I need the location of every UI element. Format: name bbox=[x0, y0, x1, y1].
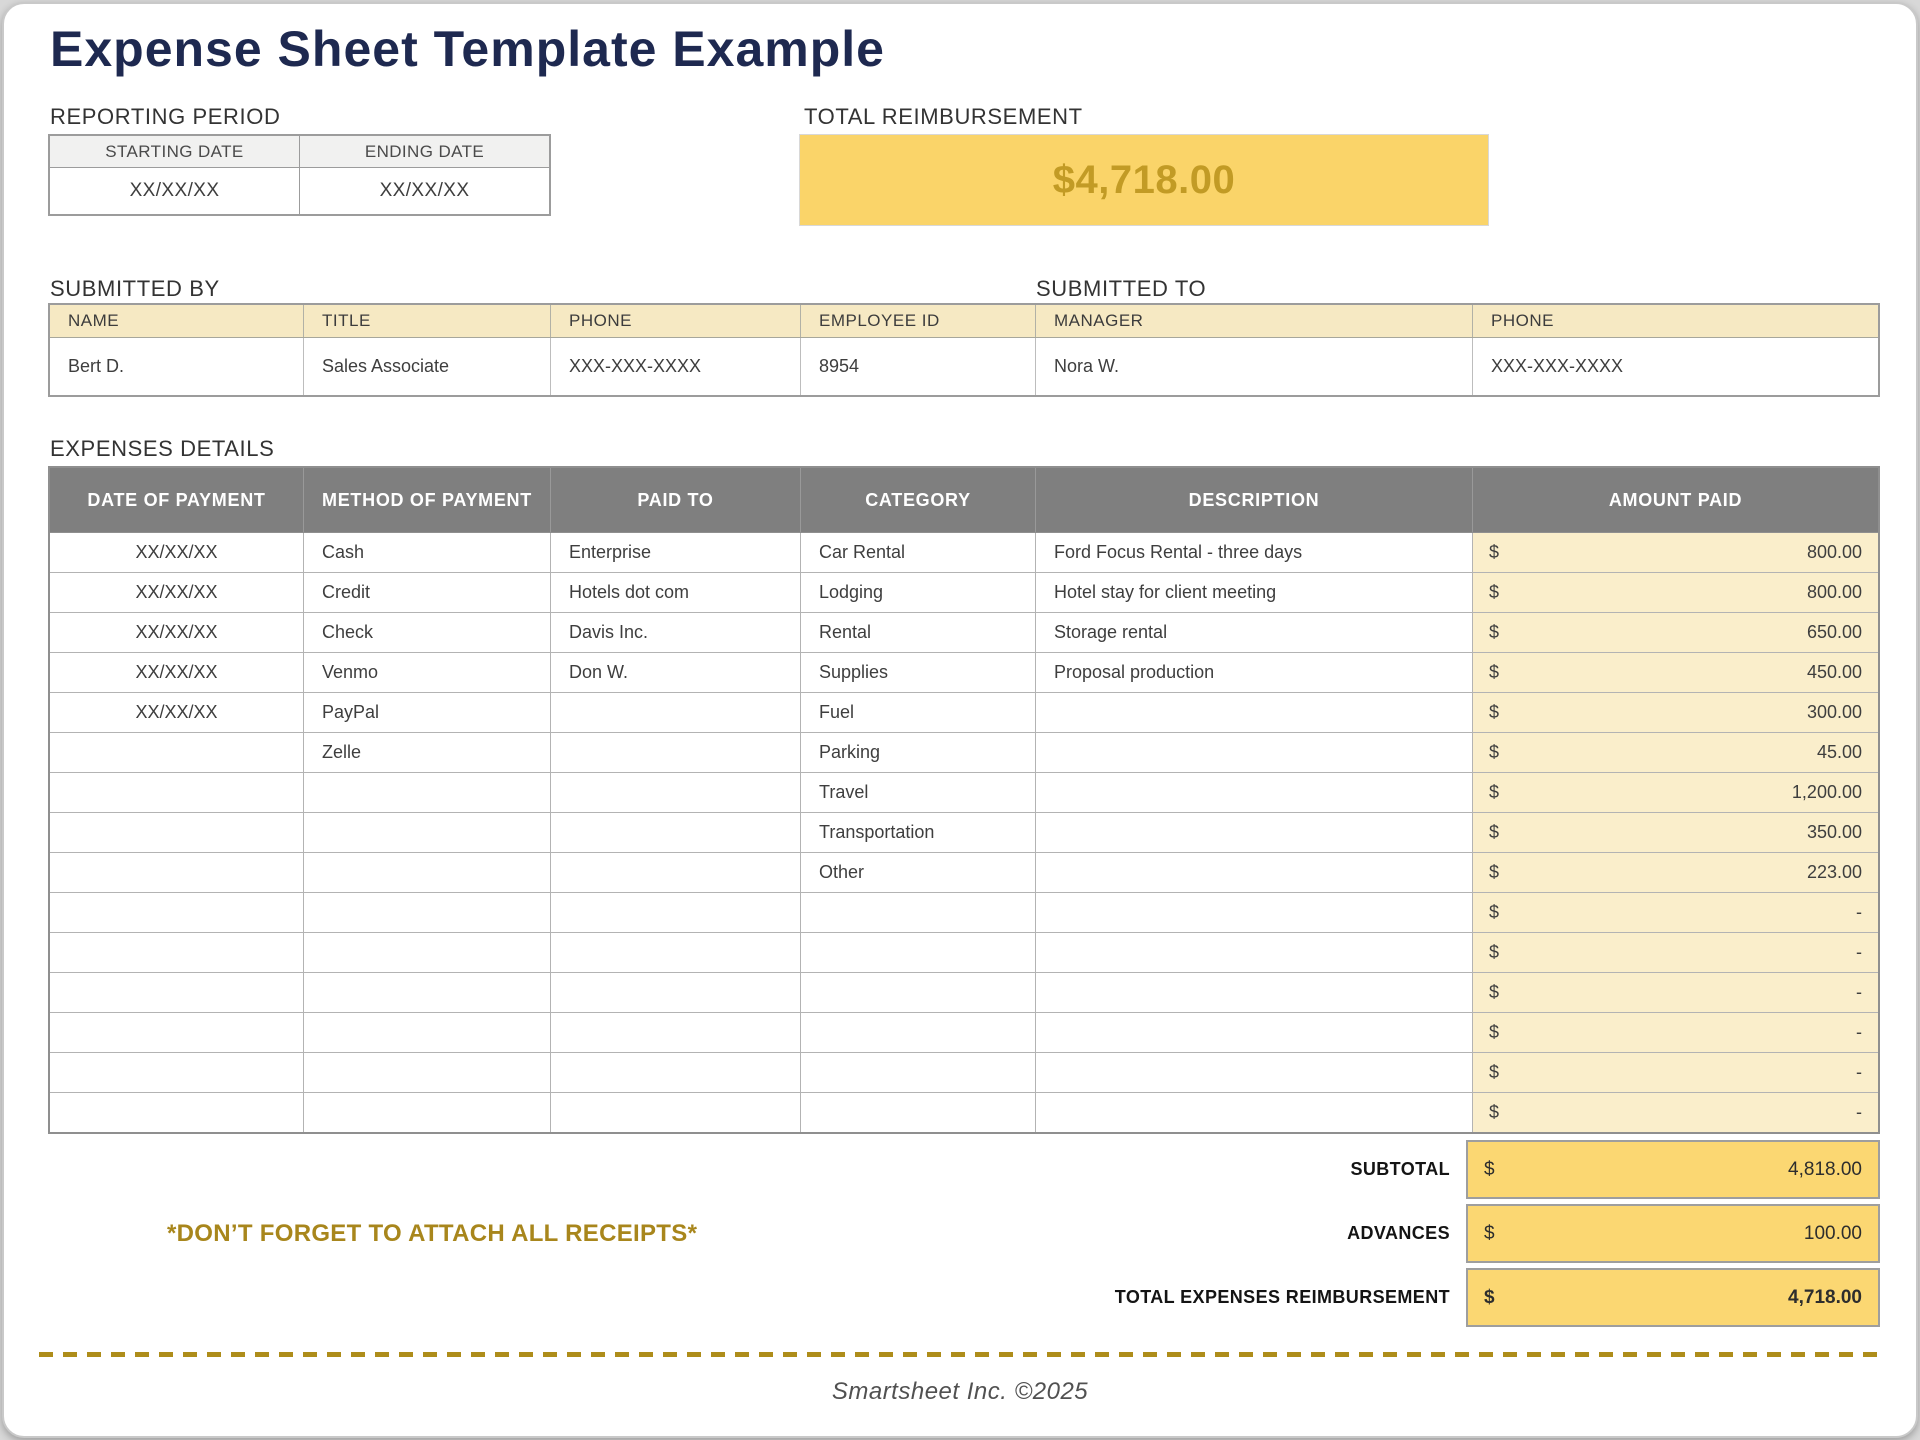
table-row bbox=[50, 853, 1878, 893]
description-cell bbox=[1036, 693, 1473, 732]
amount-cell bbox=[1473, 813, 1878, 852]
method-cell: PayPal bbox=[304, 693, 551, 732]
amount-cell bbox=[1473, 853, 1878, 892]
submitted-by-label: SUBMITTED BY bbox=[50, 276, 220, 301]
amount-cell bbox=[1473, 1093, 1878, 1132]
currency-symbol: $ bbox=[1489, 982, 1500, 1002]
total-reimbursement-amount: $4,718.00 bbox=[1052, 157, 1236, 202]
method-cell bbox=[304, 1013, 551, 1052]
dashed-divider bbox=[39, 1352, 1879, 1357]
paid-to-cell: Enterprise bbox=[551, 533, 801, 572]
expenses-table bbox=[48, 466, 1880, 1134]
summary-row bbox=[48, 1140, 1880, 1199]
amount-value: 45.00 bbox=[1816, 742, 1862, 762]
currency-symbol: $ bbox=[1489, 622, 1500, 642]
date-cell bbox=[50, 973, 304, 1012]
date-cell bbox=[50, 893, 304, 932]
currency-symbol: $ bbox=[1489, 942, 1500, 962]
currency-symbol: $ bbox=[1489, 782, 1500, 802]
manager-value: Nora W. bbox=[1036, 338, 1473, 395]
date-cell bbox=[50, 773, 304, 812]
amount-cell bbox=[1473, 653, 1878, 692]
currency-symbol: $ bbox=[1489, 1022, 1500, 1042]
submitted-header-row bbox=[50, 305, 1878, 338]
description-cell bbox=[1036, 733, 1473, 772]
summary-amount-value: 4,718.00 bbox=[1788, 1286, 1862, 1308]
amount-cell bbox=[1473, 613, 1878, 652]
summary-label: TOTAL EXPENSES REIMBURSEMENT bbox=[1114, 1287, 1450, 1307]
manager-header: MANAGER bbox=[1036, 305, 1473, 337]
amount-value: 223.00 bbox=[1806, 862, 1862, 882]
paid-to-cell bbox=[551, 1093, 801, 1132]
date-cell: XX/XX/XX bbox=[50, 533, 304, 572]
amount-value: 800.00 bbox=[1806, 582, 1862, 602]
receipts-note: *DON’T FORGET TO ATTACH ALL RECEIPTS* bbox=[167, 1220, 698, 1247]
amount-cell bbox=[1473, 933, 1878, 972]
category-cell bbox=[801, 893, 1036, 932]
amount-cell bbox=[1473, 893, 1878, 932]
table-row bbox=[50, 1013, 1878, 1053]
title-value: Sales Associate bbox=[304, 338, 551, 395]
table-row bbox=[50, 613, 1878, 653]
date-cell bbox=[50, 813, 304, 852]
expense-sheet-card bbox=[2, 2, 1918, 1438]
currency-symbol: $ bbox=[1489, 1062, 1500, 1082]
amount-value: 800.00 bbox=[1806, 542, 1862, 562]
method-cell bbox=[304, 1053, 551, 1092]
table-row bbox=[50, 733, 1878, 773]
paid-to-cell bbox=[551, 693, 801, 732]
paid-to-cell bbox=[551, 853, 801, 892]
category-cell bbox=[801, 1013, 1036, 1052]
footer-copyright: Smartsheet Inc. ©2025 bbox=[831, 1378, 1089, 1405]
amount-value: 350.00 bbox=[1806, 822, 1862, 842]
name-value: Bert D. bbox=[50, 338, 304, 395]
method-cell bbox=[304, 893, 551, 932]
submitted-to-label: SUBMITTED TO bbox=[1036, 276, 1207, 301]
reporting-period-label: REPORTING PERIOD bbox=[50, 104, 281, 129]
amount-value: 650.00 bbox=[1806, 622, 1862, 642]
reporting-period-header-row bbox=[50, 136, 549, 168]
description-cell bbox=[1036, 933, 1473, 972]
date-cell: XX/XX/XX bbox=[50, 653, 304, 692]
description-cell: Hotel stay for client meeting bbox=[1036, 573, 1473, 612]
method-cell: Zelle bbox=[304, 733, 551, 772]
date-cell: XX/XX/XX bbox=[50, 693, 304, 732]
description-cell bbox=[1036, 1093, 1473, 1132]
summary-label: ADVANCES bbox=[1347, 1223, 1450, 1243]
currency-symbol: $ bbox=[1489, 1102, 1500, 1122]
total-reimbursement-label: TOTAL REIMBURSEMENT bbox=[804, 104, 1083, 129]
paid-to-cell bbox=[551, 1013, 801, 1052]
title-header: TITLE bbox=[304, 305, 551, 337]
method-of-payment-header: METHOD OF PAYMENT bbox=[304, 468, 551, 532]
category-cell: Lodging bbox=[801, 573, 1036, 612]
date-cell bbox=[50, 853, 304, 892]
description-cell: Ford Focus Rental - three days bbox=[1036, 533, 1473, 572]
amount-value: - bbox=[1856, 982, 1862, 1002]
table-row bbox=[50, 933, 1878, 973]
category-cell bbox=[801, 933, 1036, 972]
category-cell: Rental bbox=[801, 613, 1036, 652]
expenses-table-body bbox=[50, 533, 1878, 1132]
method-cell bbox=[304, 973, 551, 1012]
method-cell bbox=[304, 1093, 551, 1132]
table-row bbox=[50, 813, 1878, 853]
amount-cell bbox=[1473, 973, 1878, 1012]
starting-date-value: XX/XX/XX bbox=[50, 168, 300, 214]
description-cell bbox=[1036, 1013, 1473, 1052]
amount-value: - bbox=[1856, 1102, 1862, 1122]
method-cell bbox=[304, 853, 551, 892]
paid-to-cell bbox=[551, 933, 801, 972]
reporting-period-value-row bbox=[50, 168, 549, 214]
amount-value: 300.00 bbox=[1806, 702, 1862, 722]
currency-symbol: $ bbox=[1489, 742, 1500, 762]
table-row bbox=[50, 693, 1878, 733]
table-row bbox=[50, 773, 1878, 813]
description-cell bbox=[1036, 973, 1473, 1012]
description-cell bbox=[1036, 853, 1473, 892]
summary-amount-box bbox=[1466, 1140, 1880, 1199]
table-row bbox=[50, 533, 1878, 573]
method-cell bbox=[304, 933, 551, 972]
currency-symbol: $ bbox=[1484, 1158, 1495, 1180]
total-reimbursement-box bbox=[799, 134, 1489, 226]
amount-cell bbox=[1473, 533, 1878, 572]
description-cell bbox=[1036, 893, 1473, 932]
summary-amount-value: 4,818.00 bbox=[1788, 1158, 1862, 1180]
method-cell: Check bbox=[304, 613, 551, 652]
date-cell: XX/XX/XX bbox=[50, 573, 304, 612]
currency-symbol: $ bbox=[1489, 902, 1500, 922]
currency-symbol: $ bbox=[1489, 822, 1500, 842]
paid-to-cell bbox=[551, 813, 801, 852]
ending-date-value: XX/XX/XX bbox=[379, 180, 470, 201]
expenses-header-row bbox=[50, 468, 1878, 533]
table-row bbox=[50, 1053, 1878, 1093]
amount-cell bbox=[1473, 773, 1878, 812]
amount-value: - bbox=[1856, 1022, 1862, 1042]
date-cell: XX/XX/XX bbox=[50, 613, 304, 652]
description-cell bbox=[1036, 773, 1473, 812]
amount-value: - bbox=[1856, 902, 1862, 922]
category-cell: Supplies bbox=[801, 653, 1036, 692]
description-header: DESCRIPTION bbox=[1036, 468, 1473, 532]
manager-phone-header: PHONE bbox=[1491, 311, 1554, 330]
table-row bbox=[50, 893, 1878, 933]
paid-to-cell bbox=[551, 733, 801, 772]
manager-phone-value: XXX-XXX-XXXX bbox=[1491, 356, 1624, 376]
summary-amount-box bbox=[1466, 1268, 1880, 1327]
date-cell bbox=[50, 1013, 304, 1052]
category-cell: Car Rental bbox=[801, 533, 1036, 572]
category-cell: Travel bbox=[801, 773, 1036, 812]
reporting-period-table bbox=[48, 134, 551, 216]
paid-to-cell bbox=[551, 973, 801, 1012]
method-cell: Credit bbox=[304, 573, 551, 612]
category-cell bbox=[801, 1093, 1036, 1132]
currency-symbol: $ bbox=[1484, 1222, 1495, 1244]
ending-date-header: ENDING DATE bbox=[364, 141, 485, 161]
paid-to-cell bbox=[551, 893, 801, 932]
summary-amount-box bbox=[1466, 1204, 1880, 1263]
paid-to-cell bbox=[551, 773, 801, 812]
amount-value: 1,200.00 bbox=[1791, 782, 1862, 802]
phone-header: PHONE bbox=[551, 305, 801, 337]
category-cell: Transportation bbox=[801, 813, 1036, 852]
currency-symbol: $ bbox=[1489, 582, 1500, 602]
submitted-table bbox=[48, 303, 1880, 397]
currency-symbol: $ bbox=[1489, 702, 1500, 722]
summary-row bbox=[48, 1268, 1880, 1327]
paid-to-cell: Davis Inc. bbox=[551, 613, 801, 652]
employee-id-value: 8954 bbox=[801, 338, 1036, 395]
currency-symbol: $ bbox=[1489, 862, 1500, 882]
amount-cell bbox=[1473, 573, 1878, 612]
table-row bbox=[50, 573, 1878, 613]
method-cell bbox=[304, 773, 551, 812]
amount-cell bbox=[1473, 733, 1878, 772]
paid-to-cell bbox=[551, 1053, 801, 1092]
table-row bbox=[50, 973, 1878, 1013]
method-cell bbox=[304, 813, 551, 852]
category-cell bbox=[801, 1053, 1036, 1092]
summary-amount-value: 100.00 bbox=[1803, 1222, 1862, 1244]
method-cell: Cash bbox=[304, 533, 551, 572]
category-cell: Parking bbox=[801, 733, 1036, 772]
date-cell bbox=[50, 1053, 304, 1092]
category-cell: Fuel bbox=[801, 693, 1036, 732]
employee-id-header: EMPLOYEE ID bbox=[801, 305, 1036, 337]
table-row bbox=[50, 1093, 1878, 1132]
date-cell bbox=[50, 1093, 304, 1132]
amount-paid-header: AMOUNT PAID bbox=[1608, 489, 1743, 510]
expenses-details-label: EXPENSES DETAILS bbox=[50, 436, 275, 461]
summary-label: SUBTOTAL bbox=[1350, 1159, 1450, 1179]
currency-symbol: $ bbox=[1489, 662, 1500, 682]
date-cell bbox=[50, 933, 304, 972]
amount-cell bbox=[1473, 693, 1878, 732]
submitted-value-row bbox=[50, 338, 1878, 395]
date-cell bbox=[50, 733, 304, 772]
table-row bbox=[50, 653, 1878, 693]
category-header: CATEGORY bbox=[801, 468, 1036, 532]
name-header: NAME bbox=[50, 305, 304, 337]
description-cell: Proposal production bbox=[1036, 653, 1473, 692]
phone-value: XXX-XXX-XXXX bbox=[551, 338, 801, 395]
category-cell: Other bbox=[801, 853, 1036, 892]
description-cell: Storage rental bbox=[1036, 613, 1473, 652]
paid-to-cell: Hotels dot com bbox=[551, 573, 801, 612]
starting-date-header: STARTING DATE bbox=[50, 136, 300, 167]
amount-cell bbox=[1473, 1053, 1878, 1092]
amount-value: 450.00 bbox=[1806, 662, 1862, 682]
description-cell bbox=[1036, 1053, 1473, 1092]
currency-symbol: $ bbox=[1489, 542, 1500, 562]
paid-to-cell: Don W. bbox=[551, 653, 801, 692]
currency-symbol: $ bbox=[1484, 1286, 1495, 1308]
page-title: Expense Sheet Template Example bbox=[50, 21, 885, 77]
date-of-payment-header: DATE OF PAYMENT bbox=[50, 468, 304, 532]
amount-value: - bbox=[1856, 942, 1862, 962]
method-cell: Venmo bbox=[304, 653, 551, 692]
paid-to-header: PAID TO bbox=[551, 468, 801, 532]
amount-cell bbox=[1473, 1013, 1878, 1052]
description-cell bbox=[1036, 813, 1473, 852]
amount-value: - bbox=[1856, 1062, 1862, 1082]
category-cell bbox=[801, 973, 1036, 1012]
